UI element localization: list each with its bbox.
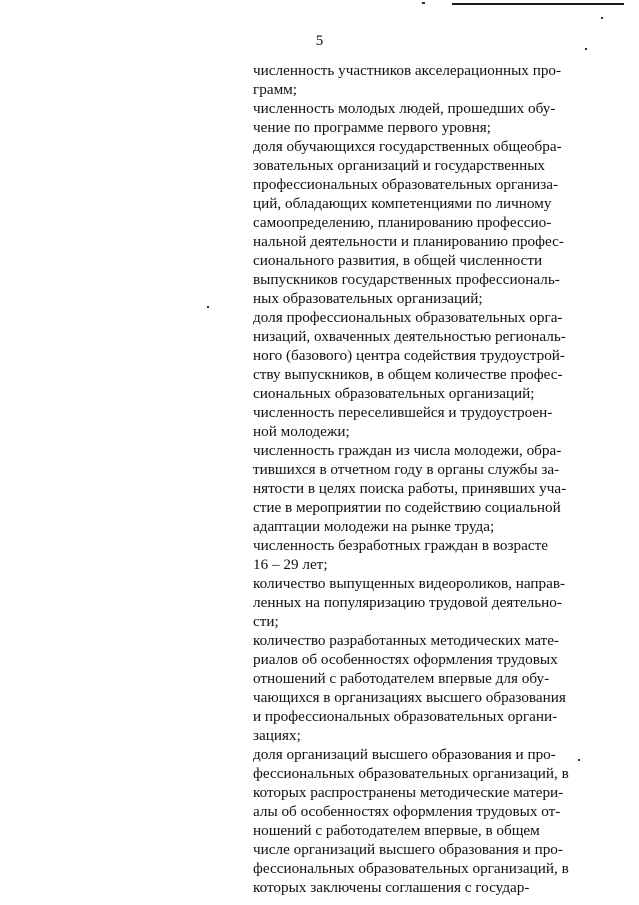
text-line: которых заключены соглашения с государ- xyxy=(253,879,530,896)
text-line: профессиональных образовательных организа- xyxy=(253,176,559,193)
text-line: численность граждан из числа молодежи, обра- xyxy=(253,442,562,459)
text-line: фессиональных образовательных организаций, в xyxy=(253,765,569,782)
text-line: адаптации молодежи на рынке труда; xyxy=(253,518,495,535)
text-line: численность безработных граждан в возрасте xyxy=(253,537,548,554)
list-item xyxy=(253,536,569,574)
text-line: ной молодежи; xyxy=(253,423,350,440)
text-line: ных образовательных организаций; xyxy=(253,290,483,307)
text-line: доля организаций высшего образования и про- xyxy=(253,746,556,763)
text-line: низаций, охваченных деятельностью региональ- xyxy=(253,328,566,345)
text-line: чение по программе первого уровня; xyxy=(253,119,491,136)
text-line: фессиональных образовательных организаций, в xyxy=(253,860,569,877)
text-line: зовательных организаций и государственных xyxy=(253,157,546,174)
scan-dot xyxy=(601,17,603,19)
text-line: чающихся в организациях высшего образования xyxy=(253,689,566,706)
page-number: 5 xyxy=(315,33,324,49)
text-line: тившихся в отчетном году в органы службы за- xyxy=(253,461,560,478)
text-line: алы об особенностях оформления трудовых от- xyxy=(253,803,561,820)
list-item xyxy=(253,61,569,99)
text-line: количество разработанных методических мате- xyxy=(253,632,559,649)
document-body xyxy=(253,61,569,897)
text-line: ношений с работодателем впервые, в общем xyxy=(253,822,540,839)
text-line: количество выпущенных видеороликов, направ- xyxy=(253,575,566,592)
text-line: зациях; xyxy=(253,727,301,744)
text-line: выпускников государственных профессиональ- xyxy=(253,271,560,288)
list-item xyxy=(253,403,569,441)
text-line: численность переселившейся и трудоустроен- xyxy=(253,404,553,421)
list-item xyxy=(253,631,569,745)
list-item xyxy=(253,99,569,137)
text-line: доля профессиональных образовательных орга- xyxy=(253,309,563,326)
list-item xyxy=(253,308,569,403)
list-item xyxy=(253,137,569,308)
text-line: нальной деятельности и планированию профес- xyxy=(253,233,564,250)
scan-dot xyxy=(207,306,209,308)
text-line: сиональных образовательных организаций; xyxy=(253,385,535,402)
text-line: нятости в целях поиска работы, принявших уча- xyxy=(253,480,567,497)
text-line: 16 – 29 лет; xyxy=(253,556,328,573)
text-line: и профессиональных образовательных органи- xyxy=(253,708,558,725)
text-line: ленных на популяризацию трудовой деятельно- xyxy=(253,594,562,611)
text-line: доля обучающихся государственных общеобра- xyxy=(253,138,562,155)
text-line: отношений с работодателем впервые для обу- xyxy=(253,670,550,687)
text-line: численность участников акселерационных про- xyxy=(253,62,562,79)
text-line: риалов об особенностях оформления трудовых xyxy=(253,651,558,668)
text-line: ций, обладающих компетенциями по личному xyxy=(253,195,552,212)
scan-dot xyxy=(578,759,580,761)
top-rule xyxy=(452,3,624,5)
text-line: самоопределению, планированию профессио- xyxy=(253,214,552,231)
text-line: сионального развития, в общей численности xyxy=(253,252,543,269)
list-item xyxy=(253,745,569,897)
scan-dot xyxy=(422,2,425,4)
text-line: которых распространены методические матери- xyxy=(253,784,564,801)
text-line: числе организаций высшего образования и про- xyxy=(253,841,563,858)
text-line: грамм; xyxy=(253,81,298,98)
text-line: ного (базового) центра содействия трудоустрой- xyxy=(253,347,565,364)
text-line: стие в мероприятии по содействию социальной xyxy=(253,499,561,516)
list-item xyxy=(253,574,569,631)
text-line: сти; xyxy=(253,613,279,630)
text-line: численность молодых людей, прошедших обу- xyxy=(253,100,556,117)
text-line: ству выпускников, в общем количестве профес- xyxy=(253,366,563,383)
list-item xyxy=(253,441,569,536)
